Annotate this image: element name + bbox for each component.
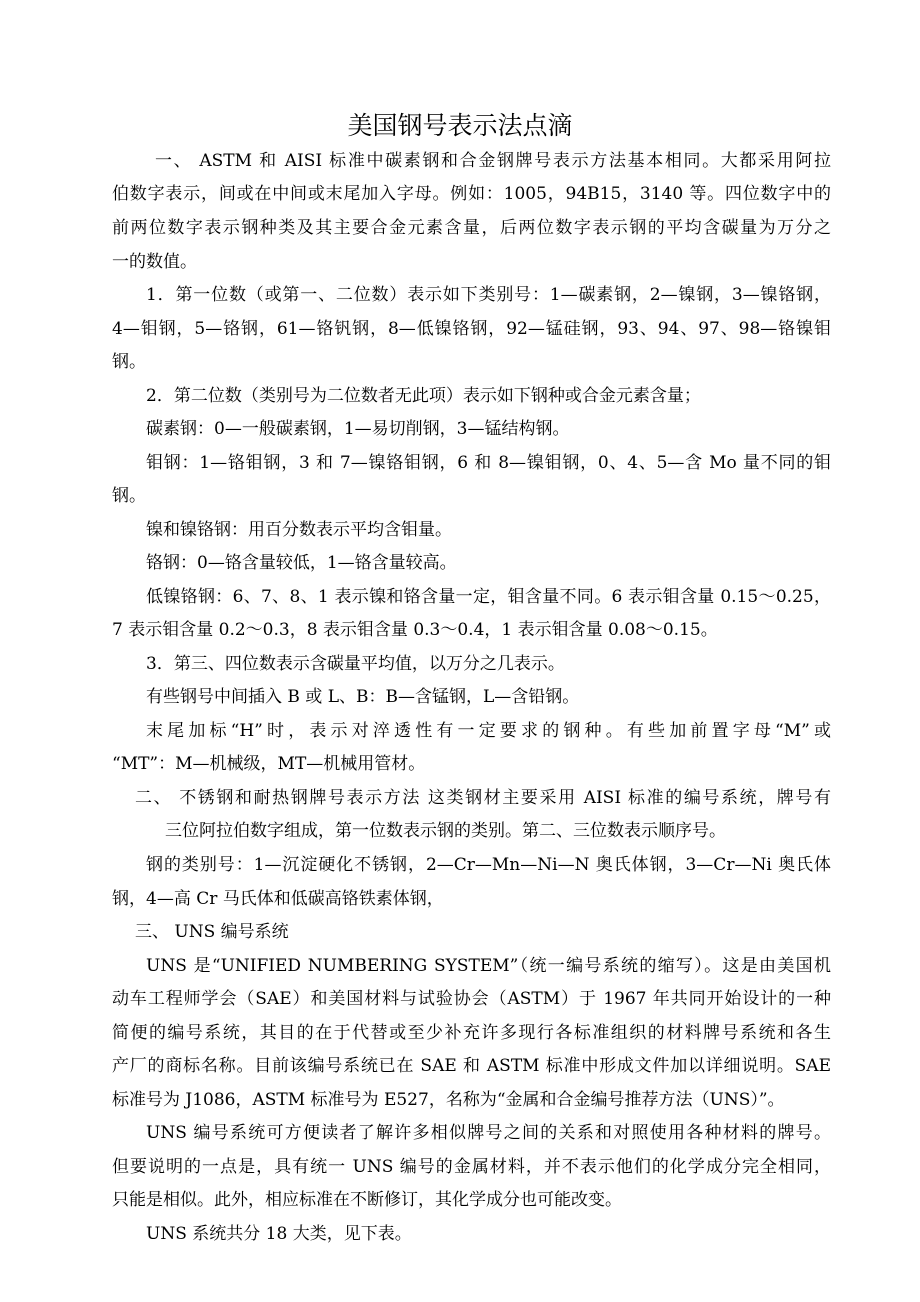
text-line: 一、 ASTM 和 AISI 标准中碳素钢和合金钢牌号表示方法基本相同。大都采用阿拉	[155, 151, 831, 171]
text-line: 7 表示钼含量 0.2～0.3，8 表示钼含量 0.3～0.4，1 表示钼含量 0.08～0.15。	[112, 620, 718, 640]
text-line: 1．第一位数（或第一、二位数）表示如下类别号：1—碳素钢，2—镍钢，3—镍铬钢，	[146, 285, 831, 305]
text-line: UNS 编号系统可方便读者了解许多相似牌号之间的关系和对照使用各种材料的牌号。	[146, 1123, 831, 1143]
text-line: 但要说明的一点是，具有统一 UNS 编号的金属材料，并不表示他们的化学成分完全相同，	[112, 1157, 831, 1177]
text-line: 钢，4—高 Cr 马氏体和低碳高铬铁素体钢，	[112, 889, 444, 909]
text-line: 简便的编号系统，其目的在于代替或至少补充许多现行各标准组织的材料牌号系统和各生	[112, 1023, 831, 1043]
text-line: 2．第二位数（类别号为二位数者无此项）表示如下钢种或合金元素含量；	[146, 386, 701, 406]
text-line: “MT”：M—机械级，MT—机械用管材。	[112, 754, 426, 774]
text-line: 前两位数字表示钢种类及其主要合金元素含量，后两位数字表示钢的平均含碳量为万分之	[112, 218, 831, 238]
text-line: 动车工程师学会（SAE）和美国材料与试验协会（ASTM）于 1967 年共同开始设计的一种	[112, 989, 831, 1009]
text-line: 有些钢号中间插入 B 或 L、B：B—含锰钢，L—含铅钢。	[146, 687, 580, 707]
document-title: 美国钢号表示法点滴	[347, 111, 573, 140]
text-line: 二、 不锈钢和耐热钢牌号表示方法 这类钢材主要采用 AISI 标准的编号系统，牌号有	[135, 788, 831, 808]
text-line: 钼钢：1—铬钼钢，3 和 7—镍铬钼钢，6 和 8—镍钼钢，0、4、5—含 Mo 量不同的钼	[146, 453, 831, 473]
section-heading: 三、 UNS 编号系统	[135, 922, 289, 942]
text-line: 三位阿拉伯数字组成，第一位数表示钢的类别。第二、三位数表示顺序号。	[165, 821, 726, 841]
text-line: 铬钢：0—铬含量较低，1—铬含量较高。	[146, 553, 457, 573]
text-line: 低镍铬钢：6、7、8、1 表示镍和铬含量一定，钼含量不同。6 表示钼含量 0.15～0.25，	[146, 587, 831, 607]
text-line: 钢的类别号：1—沉淀硬化不锈钢，2—Cr—Mn—Ni—N 奥氏体钢，3—Cr—Ni 奥氏体	[146, 855, 831, 875]
text-line: 伯数字表示，间或在中间或末尾加入字母。例如：1005，94B15，3140 等。四位数字中的	[112, 184, 831, 204]
text-line: 4—钼钢，5—铬钢，61—铬钒钢，8—低镍铬钢，92—锰硅钢，93、94、97、98—铬镍钼	[112, 319, 831, 339]
text-line: 产厂的商标名称。目前该编号系统已在 SAE 和 ASTM 标准中形成文件加以详细说明。SAE	[112, 1056, 831, 1076]
text-line: 只能是相似。此外，相应标准在不断修订，其化学成分也可能改变。	[112, 1190, 622, 1210]
text-line: 一的数值。	[112, 252, 197, 272]
text-line: 末尾加标“H”时，表示对淬透性有一定要求的钢种。有些加前置字母“M”或	[146, 721, 831, 741]
text-line: 碳素钢：0—一般碳素钢，1—易切削钢，3—锰结构钢。	[146, 419, 570, 439]
text-line: 标准号为 J1086，ASTM 标准号为 E527，名称为“金属和合金编号推荐方法（UNS）”。	[112, 1090, 785, 1110]
text-line: 镍和镍铬钢：用百分数表示平均含钼量。	[146, 520, 452, 540]
text-line: UNS 系统共分 18 大类，见下表。	[146, 1224, 412, 1244]
text-line: 钢。	[112, 486, 146, 506]
text-line: 3．第三、四位数表示含碳量平均值，以万分之几表示。	[146, 654, 565, 674]
text-line: UNS 是“UNIFIED NUMBERING SYSTEM”（统一编号系统的缩写）。这是由美国机	[146, 956, 831, 976]
text-line: 钢。	[112, 352, 146, 372]
